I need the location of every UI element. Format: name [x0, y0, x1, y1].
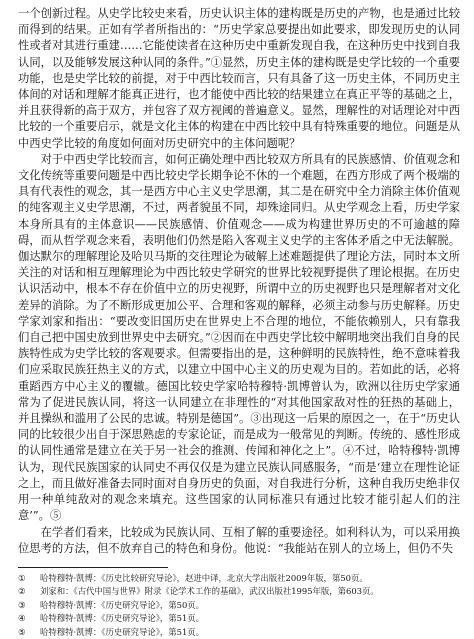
footnote-divider — [18, 567, 168, 568]
footnote-4 — [18, 612, 460, 625]
footnote-1 — [18, 572, 460, 585]
footnote-mark: ⑤ — [18, 626, 26, 637]
footnote-text: 哈特穆特·凯博：《历史研究导论》，第51页。 — [40, 626, 205, 637]
footnote-2 — [18, 585, 460, 598]
footnote-text: 哈特穆特·凯博：《历史比较研究导论》，赵进中译，北京大学出版社2009年版，第50页。 — [40, 572, 368, 583]
paragraph-3: 在学者们看来，比较成为民族认同、互相了解的重要途径。如利科认为，可以采用换位思考的方法，但不放弃自己的特色和身份。他说：“我能站在别人的立场上，但仍不失 — [18, 525, 460, 555]
paragraph-1: 一个创新过程。从史学比较史来看，历史认识主体的建构既是历史的产物，也是通过比较而得到的结果。正如有学者所指出的：“历史学家总要提出如此要求，即发现历史的认同性或者对其进行重建……它能使读者在这种历史中重新发现自我，在这种历史中找到自我认同，以及能够发展这种认同的条件。”①显然，历史主体的建构既是史学比较的一个重要功能，也是史学比较的前提，对于中西比较而言，只有具备了这一历史主体，不同历史主体间的对话和理解才能真正进行，也才能使中西比较的结果建立在真正平等的基础之上，并且获得新的高于双方，并包容了双方视阈的普遍意义。显然，理解性的对话理论对中西比较的一个重要启示，就是文化主体的构建在中西比较中具有特殊重要的地位。问题是从中西史学比较的角度如何面对历史研究中的主体问题呢？ — [18, 7, 460, 150]
body-text — [18, 6, 460, 557]
footnote-mark: ① — [18, 572, 26, 583]
footnote-5 — [18, 626, 460, 639]
footnote-text: 哈特穆特·凯博：《历史研究导论》，第51页。 — [40, 613, 205, 624]
footnote-mark: ④ — [18, 613, 26, 624]
footnote-mark: ③ — [18, 599, 26, 610]
footnotes — [18, 572, 460, 639]
footnote-text: 哈特穆特·凯博：《历史研究导论》，第50页。 — [40, 599, 205, 610]
footnote-text: 刘家和：《古代中国与世界》附录《论学术工作的基础》，武汉出版社1995年版，第603页。 — [40, 586, 379, 597]
paragraph-2: 对于中西史学比较而言，如何正确处理中西比较双方所具有的民族感情、价值观念和文化传统等重要问题是中西比较史学长期争论不休的一个难题，在西方形成了两个极端的具有代表性的观念，其一是西方中心主义史学思潮，其二是在研究中全力消除主体价值观的纯客观主义史学思潮，不过，两者貌虽不同，却殊途同归。从史学观念上看，历史学家本身所具有的主体意识——民族感情、价值观念——成为构建世界历史的不可逾越的障碍，而从哲学观念来看，表明他们仍然是陷入客观主义史学的主客体矛盾之中无法解脱。伽达默尔的理解理论及哈贝马斯的交往理论为破解上述难题提供了理论方法，同时本文所关注的对话和相互理解理论为中西比较史学研究的世界比较视野提供了理论根据。在历史认识活动中，根本不存在价值中立的历史视野，所谓中立的历史视野也只是理解者对文化差异的消除。为了不断形成更加公平、合理和客观的解释，必须主动参与历史解释。历史学家刘家和指出：“要改变旧国历史在世界史上不合理的地位，不能依赖别人，只有靠我们自己把中国史放到世界史中去研究。”②因而在中西史学比较中解明地突出我们自身的民族特性成为史学比较的客观要求。但需要指出的是，这种鲜明的民族特性，绝不意味着我们应采取民族狂热主义的方式，以建立中国中心主义的历史观为目的。若如此的话，必将重蹈西方中心主义的覆辙。德国比较史学家哈特穆特·凯博曾认为，欧洲以往历史学家通常为了促进民族认同，将这一认同建立在非理性的“对其他国家敌对性的狂热的基础上，并且操纵和滥用了公民的忠诚。特别是德国”。③出现这一后果的原因之一，在于“历史认同的比较很少出自于深思熟虑的专家论证，而是成为一般常见的判断。传统的、感性形成的认同性通常是建立在关于另一社会的推测、传闻和神化之上”。④不过，哈特穆特·凯博认为，现代民族国家的认同史不再仅仅是为建立民族认同感服务，“而是‘建立在理性论证之上，而且做好准备去同时面对自身历史的负面，对自我进行分析，这种自我历史绝非仅用一种单纯敌对的观念来填充。这些国家的认同标准只有通过比较才能引起人们的注意’”。⑤ — [18, 152, 460, 523]
footnote-3 — [18, 599, 460, 612]
footnote-mark: ② — [18, 586, 26, 597]
